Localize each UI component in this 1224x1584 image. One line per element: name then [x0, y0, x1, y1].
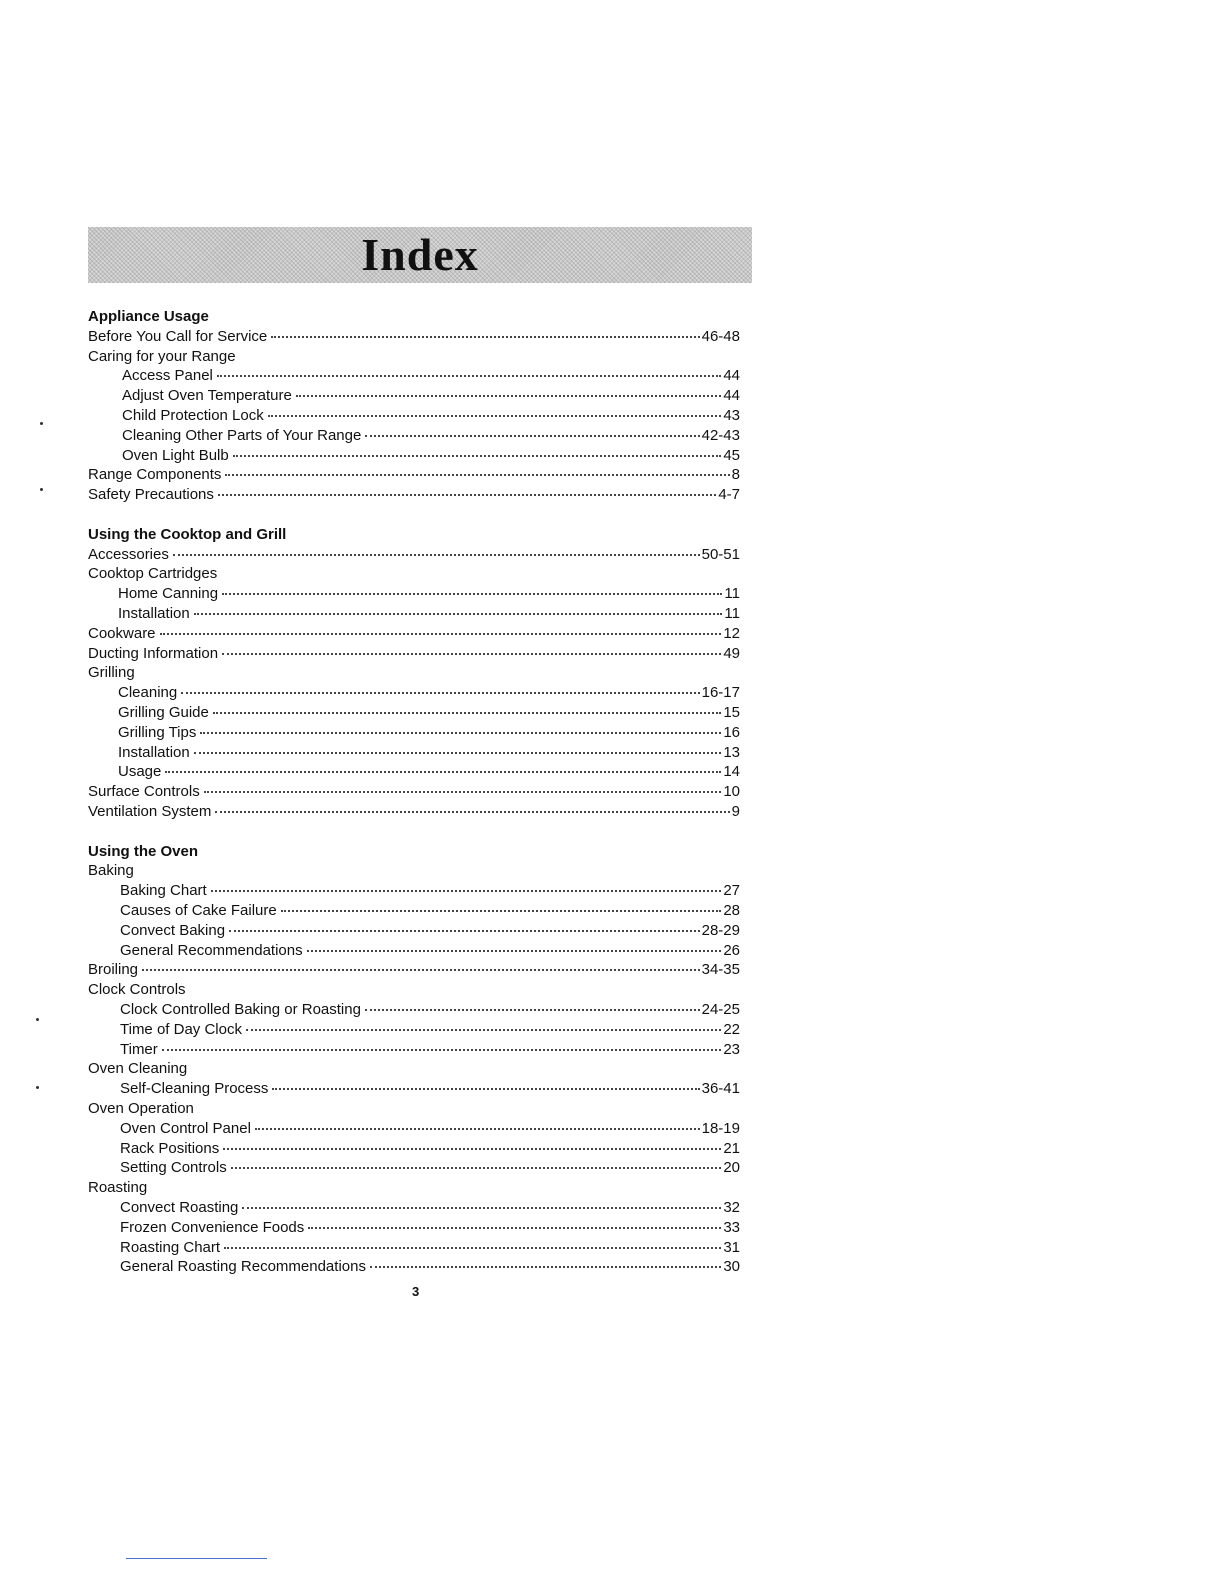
index-entry — [88, 485, 740, 505]
index-entry-label: Range Components — [88, 466, 222, 484]
index-group-label: Caring for your Range — [88, 347, 236, 365]
section-heading: Appliance Usage — [88, 308, 209, 325]
dot-leader — [365, 435, 699, 437]
page-number: 3 — [412, 1284, 420, 1299]
index-entry-label: General Recommendations — [120, 941, 303, 959]
index-entry-page: 16 — [723, 723, 740, 741]
index-entry-label: Installation — [118, 743, 190, 761]
index-entry-page: 16-17 — [701, 684, 740, 702]
index-entry-page: 23 — [723, 1040, 740, 1058]
index-entry-page: 21 — [723, 1139, 740, 1157]
dot-leader — [173, 554, 700, 556]
index-entry — [120, 1020, 740, 1040]
index-entry — [118, 743, 740, 763]
index-entry-label: General Roasting Recommendations — [120, 1258, 366, 1276]
index-entry-label: Grilling Guide — [118, 704, 209, 721]
index-entry — [120, 1257, 740, 1277]
index-group-label: Oven Cleaning — [88, 1060, 188, 1078]
index-entry-page: 10 — [723, 783, 740, 801]
dot-leader — [281, 910, 722, 912]
index-entry — [118, 723, 740, 743]
dot-leader — [224, 1247, 721, 1249]
index-entry — [120, 941, 740, 961]
index-entry-page: 9 — [731, 803, 740, 820]
index-entry-label: Cleaning Other Parts of Your Range — [122, 426, 362, 444]
index-entry-label: Oven Light Bulb — [122, 446, 229, 464]
section-heading: Using the Cooktop and Grill — [88, 525, 287, 543]
index-entry-label: Access Panel — [122, 367, 213, 385]
index-entry — [88, 644, 740, 664]
index-entry-label: Causes of Cake Failure — [120, 902, 277, 919]
scan-speck — [36, 1086, 39, 1089]
dot-leader — [194, 613, 723, 615]
index-entry — [118, 762, 740, 782]
dot-leader — [296, 395, 722, 397]
index-entry — [122, 446, 740, 466]
dot-leader — [255, 1128, 700, 1130]
index-entry-label: Grilling Tips — [118, 723, 197, 741]
index-entry — [118, 584, 740, 604]
index-entry-page: 26 — [723, 941, 740, 959]
index-entry-page: 44 — [723, 367, 740, 385]
dot-leader — [370, 1266, 721, 1268]
index-entry-page: 49 — [723, 644, 740, 662]
index-entry-label: Ducting Information — [88, 644, 219, 662]
index-entry-label: Oven Control Panel — [120, 1119, 251, 1137]
index-entry-label: Setting Controls — [120, 1159, 227, 1177]
index-entry — [88, 545, 740, 565]
footer-rule — [126, 1558, 267, 1559]
index-entry — [120, 1119, 740, 1139]
index-entry — [88, 465, 740, 485]
index-entry — [88, 782, 740, 802]
index-entry-page: 45 — [723, 446, 740, 464]
index-entry-label: Convect Baking — [120, 921, 226, 939]
dot-leader — [307, 950, 722, 952]
dot-leader — [268, 415, 722, 417]
index-entry — [88, 960, 740, 980]
index-entry-page: 28-29 — [701, 921, 740, 939]
index-entry-label: Time of Day Clock — [120, 1020, 242, 1038]
index-entry — [120, 1158, 740, 1178]
dot-leader — [308, 1227, 721, 1229]
dot-leader — [271, 336, 699, 338]
dot-leader — [165, 771, 721, 773]
index-entry — [120, 921, 740, 941]
dot-leader — [213, 712, 721, 714]
dot-leader — [200, 732, 721, 734]
index-entry — [120, 1040, 740, 1060]
index-entry-label: Timer — [120, 1040, 158, 1058]
index-entry — [118, 604, 740, 624]
index-entry — [88, 327, 740, 347]
index-entry-label: Cookware — [88, 624, 156, 642]
index-group-label: Roasting — [88, 1179, 148, 1197]
index-entry-label: Usage — [118, 763, 162, 781]
index-entry-label: Installation — [118, 605, 190, 622]
index-group-label: Clock Controls — [88, 981, 186, 999]
dot-leader — [272, 1088, 699, 1090]
index-entry — [120, 1139, 740, 1159]
index-entry-label: Child Protection Lock — [122, 407, 264, 424]
index-group-label: Baking — [88, 862, 134, 880]
index-entry-label: Safety Precautions — [88, 486, 214, 504]
dot-leader — [222, 593, 722, 595]
index-entry-label: Surface Controls — [88, 783, 200, 801]
index-entry — [122, 366, 740, 386]
index-entry-page: 27 — [723, 882, 740, 900]
index-entry-page: 14 — [723, 763, 740, 781]
dot-leader — [242, 1207, 721, 1209]
index-entry-label: Roasting Chart — [120, 1238, 221, 1256]
index-entry-page: 20 — [723, 1159, 740, 1177]
dot-leader — [218, 494, 716, 496]
index-entry-label: Baking Chart — [120, 882, 207, 900]
index-entry-page: 11 — [724, 585, 740, 603]
index-banner — [88, 227, 752, 283]
index-entry-page: 42-43 — [701, 426, 740, 444]
section-heading: Using the Oven — [88, 842, 199, 860]
index-entry-label: Broiling — [88, 961, 139, 979]
index-entry-label: Cleaning — [118, 684, 178, 702]
index-entry-page: 22 — [723, 1020, 740, 1038]
dot-leader — [194, 752, 722, 754]
index-entry — [118, 683, 740, 703]
index-entry-label: Self-Cleaning Process — [120, 1080, 269, 1098]
index-entry-label: Before You Call for Service — [88, 327, 268, 345]
index-entry-page: 32 — [723, 1199, 740, 1216]
index-group-label: Oven Operation — [88, 1100, 194, 1117]
scan-speck — [40, 488, 43, 491]
index-entry-page: 4-7 — [718, 486, 740, 504]
index-entry — [88, 624, 740, 644]
dot-leader — [225, 474, 729, 476]
index-entry — [118, 703, 740, 723]
dot-leader — [142, 969, 700, 971]
index-entry — [120, 1218, 740, 1238]
index-entry-page: 28 — [723, 902, 740, 919]
index-entry-page: 15 — [723, 704, 740, 721]
index-entry-page: 34-35 — [701, 961, 740, 979]
dot-leader — [233, 455, 722, 457]
scan-speck — [40, 422, 43, 425]
dot-leader — [223, 1148, 721, 1150]
index-entry-label: Adjust Oven Temperature — [122, 387, 292, 405]
index-entry-page: 46-48 — [701, 327, 740, 345]
index-entry-page: 24-25 — [701, 1001, 740, 1018]
index-entry — [122, 386, 740, 406]
dot-leader — [211, 890, 722, 892]
index-entry — [120, 881, 740, 901]
dot-leader — [217, 375, 721, 377]
dot-leader — [222, 653, 721, 655]
dot-leader — [246, 1029, 721, 1031]
index-entry-page: 12 — [723, 624, 740, 642]
index-entry — [120, 901, 740, 921]
dot-leader — [215, 811, 729, 813]
index-entry — [120, 1238, 740, 1258]
dot-leader — [160, 633, 722, 635]
index-entry-page: 36-41 — [701, 1080, 740, 1098]
index-entry-page: 8 — [731, 466, 740, 484]
index-entry-page: 43 — [723, 407, 740, 424]
index-group-label: Cooktop Cartridges — [88, 565, 218, 583]
index-entry-page: 30 — [723, 1258, 740, 1276]
index-entry-label: Ventilation System — [88, 803, 212, 820]
dot-leader — [162, 1049, 722, 1051]
index-entry — [122, 406, 740, 426]
index-entry-page: 11 — [724, 605, 740, 622]
dot-leader — [181, 692, 699, 694]
index-entry — [120, 1198, 740, 1218]
dot-leader — [204, 791, 722, 793]
index-entry-page: 33 — [723, 1218, 740, 1236]
index-entry-page: 13 — [723, 743, 740, 761]
index-entry-label: Home Canning — [118, 585, 219, 603]
index-entry — [122, 426, 740, 446]
index-entry — [120, 1000, 740, 1020]
index-entry-label: Rack Positions — [120, 1139, 220, 1157]
index-entry-page: 44 — [723, 387, 740, 405]
index-entry-label: Clock Controlled Baking or Roasting — [120, 1001, 361, 1018]
page-title: Index — [361, 229, 479, 280]
index-entry-page: 31 — [723, 1238, 740, 1256]
index-entry-page: 18-19 — [701, 1119, 740, 1137]
index-entry — [88, 802, 740, 822]
scan-speck — [36, 1018, 39, 1021]
dot-leader — [365, 1009, 700, 1011]
index-entry-label: Convect Roasting — [120, 1199, 239, 1216]
index-entry-label: Accessories — [88, 545, 169, 563]
dot-leader — [231, 1167, 722, 1169]
index-entry — [120, 1079, 740, 1099]
index-entry-page: 50-51 — [701, 545, 740, 563]
index-group-label: Grilling — [88, 664, 135, 682]
dot-leader — [229, 930, 700, 932]
index-entry-label: Frozen Convenience Foods — [120, 1218, 305, 1236]
